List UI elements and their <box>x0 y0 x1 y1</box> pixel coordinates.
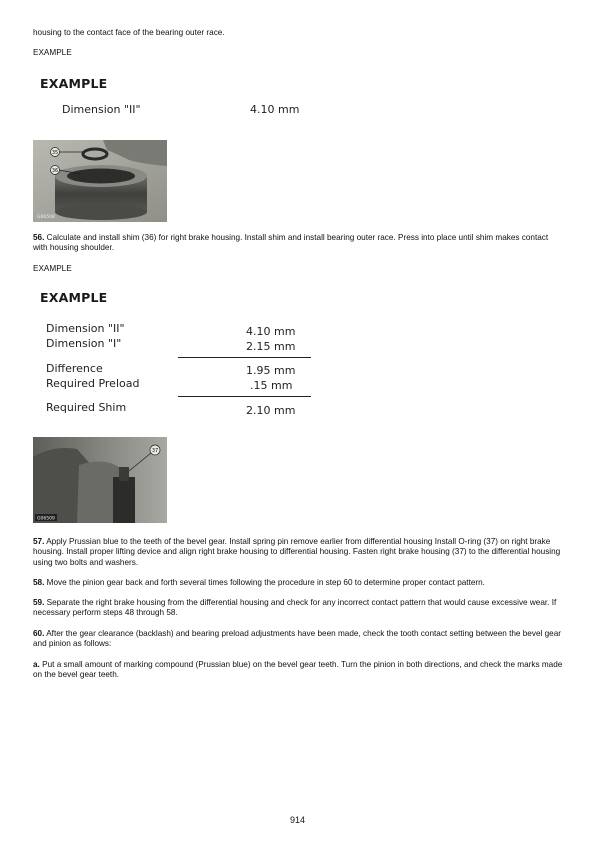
calc-value: .15 mm <box>250 379 293 392</box>
step-number: 58. <box>33 578 45 587</box>
step-60 <box>33 629 563 650</box>
calc-value: 2.15 mm <box>246 340 296 353</box>
step-text: After the gear clearance (backlash) and bearing preload adjustments have been made, check the tooth contact setting between the bevel gear and pinion as follows: <box>33 629 561 649</box>
figure-title: EXAMPLE <box>40 76 108 91</box>
photo-code: G06509 <box>37 516 55 522</box>
step-a <box>33 660 563 681</box>
bearing-housing-illustration <box>33 140 167 222</box>
calc-label: Difference <box>46 362 103 375</box>
callout-37: 37 <box>151 448 159 455</box>
step-text: Apply Prussian blue to the teeth of the bevel gear. Install spring pin remove earlier from differential housing Install O-ring (37) on right brake housing. Install proper lifting device and align right brake housing to differential housing. Fasten right brake housing (37) to the differential housing using two bolts and washers. <box>33 537 561 567</box>
example-label: EXAMPLE <box>33 264 72 273</box>
calc-value: 4.10 mm <box>246 325 296 338</box>
calc-value: 1.95 mm <box>246 364 296 377</box>
step-text: Calculate and install shim (36) for right brake housing. Install shim and install bearing outer race. Press into place until shim makes contact with housing shoulder. <box>33 233 549 253</box>
step-text: Move the pinion gear back and forth several times following the procedure in step 60 to determine proper contact pattern. <box>46 578 485 587</box>
step-number: 56. <box>33 233 45 242</box>
dimension-label: Dimension "II" <box>62 103 141 116</box>
step-text: Put a small amount of marking compound (Prussian blue) on the bevel gear teeth. Turn the pinion in both directions, and check the marks made on the bevel gear teeth. <box>33 660 563 680</box>
rule-line <box>178 357 311 358</box>
callout-35: 35 <box>51 150 59 157</box>
calc-label: Dimension "II" <box>46 322 125 335</box>
step-58 <box>33 578 563 588</box>
dimension-value: 4.10 mm <box>250 103 300 116</box>
step-number: a. <box>33 660 40 669</box>
brake-housing-photo <box>33 437 167 523</box>
calc-label: Required Preload <box>46 377 140 390</box>
bearing-housing-photo <box>33 140 167 222</box>
calc-label: Dimension "I" <box>46 337 122 350</box>
calc-value: 2.10 mm <box>246 404 296 417</box>
photo-code: G06508 <box>37 215 55 220</box>
rule-line <box>178 396 311 397</box>
calc-label: Required Shim <box>46 401 127 414</box>
step-57 <box>33 537 563 568</box>
step-number: 60. <box>33 629 45 638</box>
figure-title: EXAMPLE <box>40 290 108 305</box>
step-56 <box>33 233 563 254</box>
brake-housing-illustration <box>33 437 167 523</box>
continued-text: housing to the contact face of the bearing outer race. <box>33 28 225 37</box>
step-59 <box>33 598 563 619</box>
step-number: 59. <box>33 598 45 607</box>
step-number: 57. <box>33 537 45 546</box>
callout-36: 36 <box>51 168 59 175</box>
example-label: EXAMPLE <box>33 48 72 57</box>
step-text: Separate the right brake housing from the differential housing and check for any incorrect contact pattern that would cause excessive wear. If necessary perform steps 48 through 58. <box>33 598 557 618</box>
page-number: 914 <box>289 815 306 825</box>
